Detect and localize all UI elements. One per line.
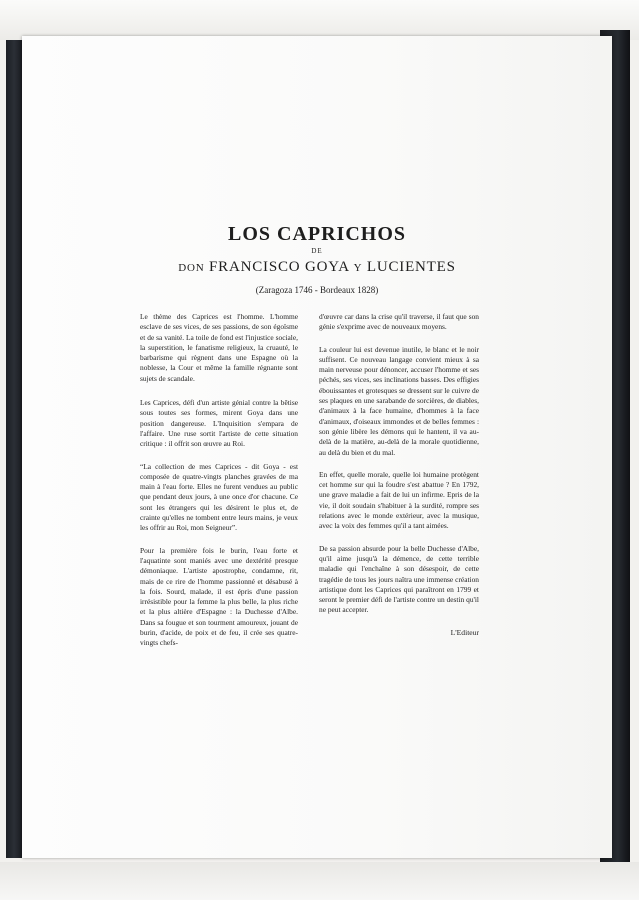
book-page	[22, 36, 612, 858]
paragraph: “La collection de mes Caprices - dit Goya - est composée de quatre-vingts planches gravées de ma main à l'eau forte. Elles ne furent vendues au public que pendant deux jours, à une once d'or chacune. Ce sont les étrangers qui les désirent le plus et, de crainte qu'elles ne tombent entre leurs mains, je veux les offrir au Roi, mon Seigneur”.	[140, 461, 298, 533]
paragraph: Pour la première fois le burin, l'eau forte et l'aquatinte sont maniés avec une dextérité presque démoniaque. L'artiste apostrophe, condamne, rit, mais de ce rire de l'homme passionné et désabusé à la fois. Sourd, malade, il est épris d'une passion irrésistible pour la femme la plus belle, la plus riche et la plus altière d'Espagne : la Duchesse d'Albe. Dans sa fougue et son tourment amoureux, jouant de burin, d'acide, de poix et de feu, il crée ses quatre-vingts chefs-	[140, 545, 298, 648]
paragraph: De sa passion absurde pour la belle Duchesse d'Albe, qu'il aime jusqu'à la démence, de cette terrible maladie qui l'enchaîne à son désespoir, de cette tragédie de tous les jours naîtra une immense création artistique dont les Caprices qui paraîtront en 1799 et seront le premier défi de l'artiste contre un destin qu'il ne peut accepter.	[319, 543, 479, 615]
author-last: LUCIENTES	[366, 259, 456, 275]
main-title: LOS CAPRICHOS	[227, 223, 407, 245]
text-column-left	[140, 312, 298, 661]
author-line	[22, 258, 612, 278]
paragraph: d'œuvre car dans la crise qu'il traverse, il faut que son génie s'exprime avec de nouveaux moyens.	[319, 312, 479, 332]
paragraph: En effet, quelle morale, quelle loi humaine protègent cet homme sur qui la foudre s'est abattue ? En 1792, une grave maladie a fait de lui un infirme. Epris de la vie, il doit soudain s'habituer à la surdité, rompre ses relations avec le monde extérieur, avec la musique, avec la voix des femmes qu'il a tant aimées.	[319, 469, 479, 531]
paragraph: Les Caprices, défi d'un artiste génial contre la bêtise sous toutes ses formes, mirent Goya dans une position dangereuse. L'Inquisition s'empara de l'affaire. Une ruse sortit l'artiste de cette situation critique : il offrit son œuvre au Roi.	[140, 398, 298, 449]
paragraph: La couleur lui est devenue inutile, le blanc et le noir suffisent. Ce nouveau langage convient mieux à sa main nerveuse pour dénoncer, accuser l'homme et ses péchés, ses vices, ses inclinations basses. Des effigies ébouissantes et grotesques se dressent sur le cuivre de ses plaques en une sarabande de sorcières, de diables, d'animaux à la face humaine, d'hommes à la face d'animaux, d'oiseaux immondes et de belles femmes : son génie libère les démons qui le hantent, il va au-delà de la matière, au-delà de la morale quotidienne, au delà du bien et du mal.	[319, 344, 479, 457]
text-column-right	[319, 312, 479, 638]
title-de: DE	[311, 247, 323, 255]
signature: L'Editeur	[450, 627, 479, 637]
title-block	[22, 222, 612, 296]
photo-background-bottom	[0, 862, 639, 900]
author-join: Y	[353, 262, 363, 274]
paragraph: Le thème des Caprices est l'homme. L'homme esclave de ses vices, de ses passions, de son égoïsme et de sa vanité. La toile de fond est l'injustice sociale, la superstition, le fanatisme religieux, la cruauté, le barbarisme qui règnent dans une Espagne où la noblesse, la Cour et même la famille régnante sont sujets de scandale.	[140, 312, 298, 383]
author-lead: DON	[178, 262, 205, 274]
author-dates: (Zaragoza 1746 - Bordeaux 1828)	[255, 285, 379, 295]
author-name: FRANCISCO GOYA	[209, 259, 350, 275]
photo-background-top	[0, 0, 639, 40]
